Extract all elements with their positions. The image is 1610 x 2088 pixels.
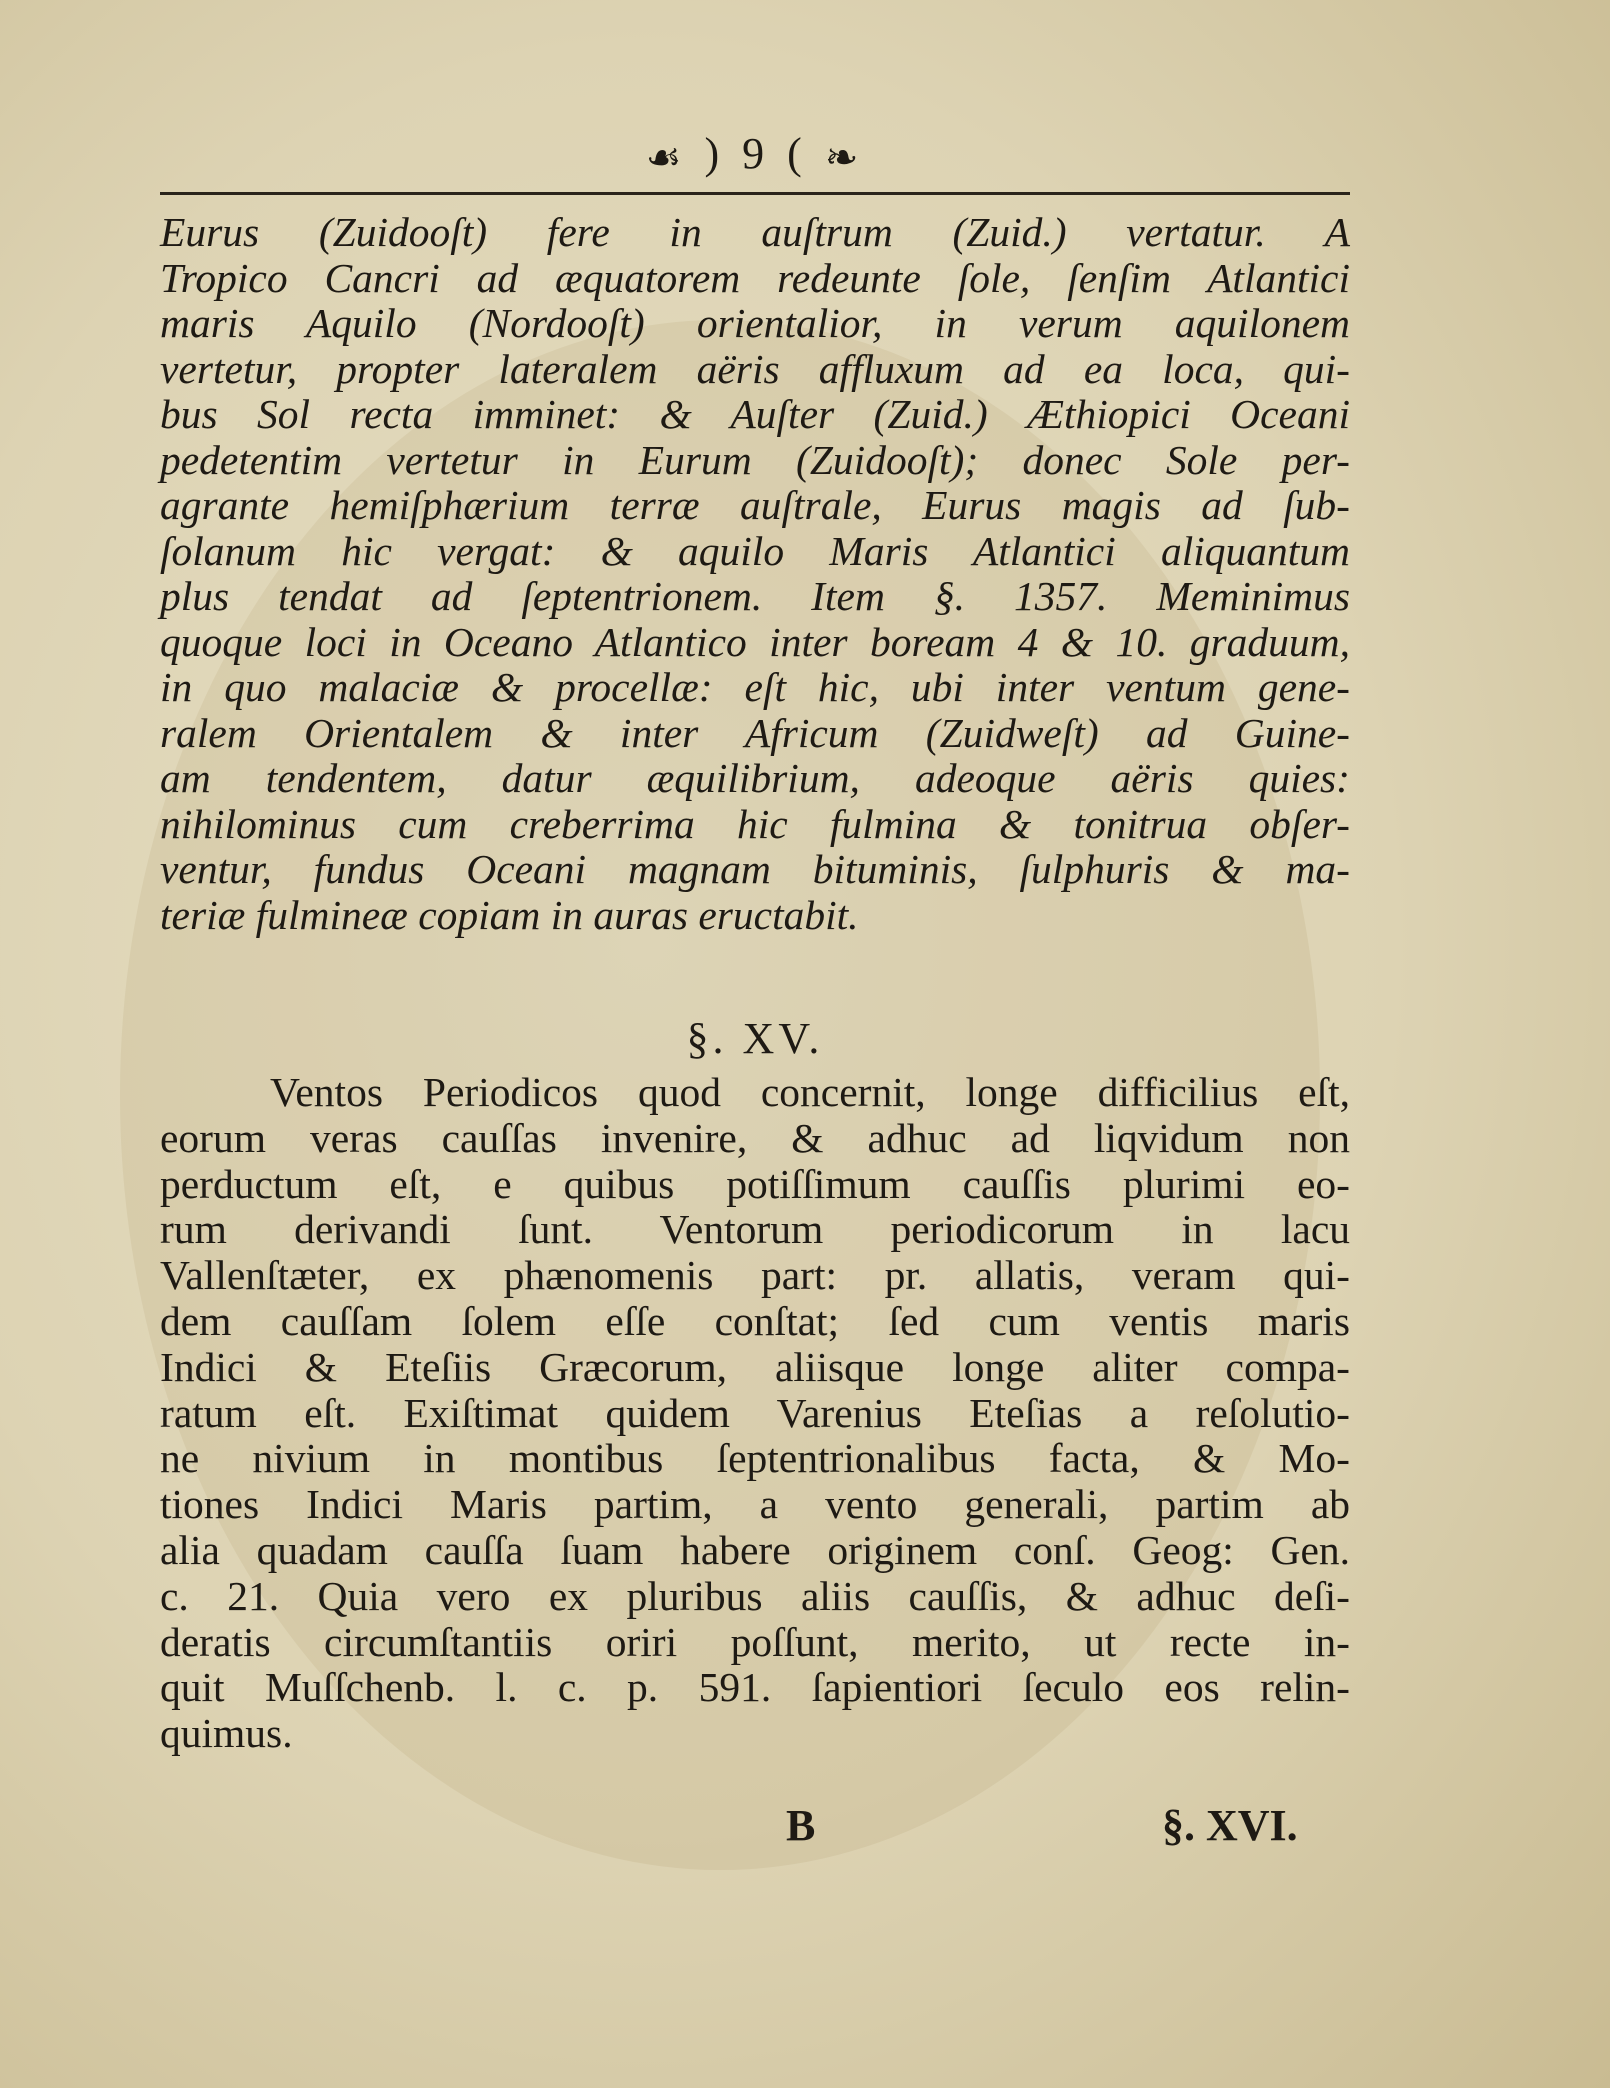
text-line: quit Muſſchenb. l. c. p. 591. ſapientiori ſeculo eos relin-: [160, 1664, 1350, 1711]
text-line: maris Aquilo (Nordooſt) orientalior, in verum aquilonem: [160, 300, 1350, 346]
text-line: plus tendat ad ſeptentrionem. Item §. 1357. Meminimus: [160, 573, 1350, 619]
section-heading: §. XV.: [686, 1014, 824, 1063]
text-line: nihilominus cum creberrima hic fulmina & tonitrua obſer-: [160, 800, 1350, 847]
text-line: bus Sol recta imminet: & Auſter (Zuid.) Æthiopici Oceani: [160, 391, 1350, 437]
left-ornament-icon: ☙: [645, 135, 688, 181]
text-line: quoque loci in Oceano Atlantico inter boream 4 & 10. graduum,: [160, 618, 1350, 665]
text-line: Ventos Periodicos quod concernit, longe difficilius eſt,: [270, 1069, 1350, 1115]
text-line: Vallenſtæter, ex phænomenis part: pr. allatis, veram qui-: [160, 1252, 1350, 1299]
text-line: deratis circumſtantiis oriri poſſunt, merito, ut recte in-: [160, 1618, 1350, 1665]
text-line: ventur, fundus Oceani magnam bituminis, ſulphuris & ma-: [160, 846, 1350, 892]
header-rule: [160, 192, 1350, 195]
text-line: quimus.: [160, 1710, 293, 1757]
text-line: rum derivandi ſunt. Ventorum periodicorum in lacu: [160, 1206, 1350, 1253]
text-line: Tropico Cancri ad æquatorem redeunte ſole, ſenſim Atlantici: [160, 254, 1350, 301]
signature-mark: B: [786, 1801, 816, 1850]
text-line: alia quadam cauſſa ſuam habere originem conſ. Geog: Gen.: [160, 1526, 1350, 1573]
text-line: dem cauſſam ſolem eſſe conſtat; ſed cum ventis maris: [160, 1297, 1350, 1344]
text-line: ſolanum hic vergat: & aquilo Maris Atlantici aliquantum: [160, 527, 1350, 574]
paragraph-1: [160, 210, 1350, 938]
text-line: eorum veras cauſſas invenire, & adhuc ad liqvidum non: [160, 1114, 1350, 1161]
text-line: am tendentem, datur æquilibrium, adeoque aëris quies:: [160, 755, 1350, 801]
page-header: [160, 128, 1350, 181]
text-line: vertetur, propter lateralem aëris affluxum ad ea loca, qui-: [160, 345, 1350, 392]
text-line: agrante hemiſphærium terræ auſtrale, Eurus magis ad ſub-: [160, 482, 1350, 528]
text-line: ralem Orientalem & inter Africum (Zuidweſt) ad Guine-: [160, 709, 1350, 756]
text-line: teriæ fulmineæ copiam in auras eructabit.: [160, 891, 859, 938]
text-line: ratum eſt. Exiſtimat quidem Varenius Eteſias a reſolutio-: [160, 1389, 1350, 1436]
right-ornament-icon: ❧: [824, 135, 865, 181]
text-line: Indici & Eteſiis Græcorum, aliisque longe aliter compa-: [160, 1343, 1350, 1390]
text-line: perductum eſt, e quibus potiſſimum cauſſis plurimi eo-: [160, 1160, 1350, 1207]
text-line: pedetentim vertetur in Eurum (Zuidooſt); donec Sole per-: [160, 436, 1350, 483]
text-line: tiones Indici Maris partim, a vento generali, partim ab: [160, 1481, 1350, 1528]
catchword: §. XVI.: [1162, 1801, 1298, 1850]
paragraph-2: [160, 1070, 1350, 1757]
text-line: Eurus (Zuidooſt) fere in auſtrum (Zuid.) vertatur. A: [160, 209, 1350, 255]
text-line: c. 21. Quia vero ex pluribus aliis cauſſis, & adhuc deſi-: [160, 1572, 1350, 1619]
text-line: in quo malaciæ & procellæ: eſt hic, ubi inter ventum gene-: [160, 664, 1350, 710]
text-line: ne nivium in montibus ſeptentrionalibus facta, & Mo-: [160, 1435, 1350, 1482]
page-number: ) 9 (: [704, 129, 808, 178]
